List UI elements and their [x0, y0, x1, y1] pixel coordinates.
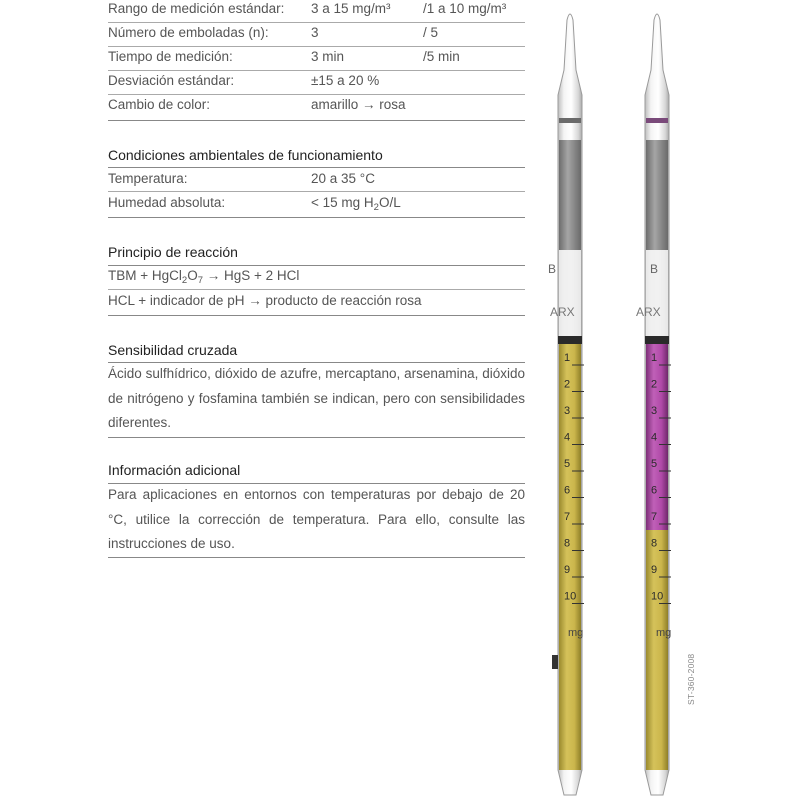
tube-scale-label: 7 [651, 511, 658, 523]
tube-top-letter: B [650, 262, 659, 276]
tube-scale-label: 8 [564, 537, 571, 550]
tube-scale-label: 10 [651, 590, 664, 603]
spec-label: Desviación estándar: [108, 73, 235, 88]
section-divider [108, 437, 525, 438]
spec-value: 3 a 15 mg/m³ [311, 1, 391, 16]
section-divider [108, 315, 525, 316]
tube-scale-label: 2 [651, 378, 658, 391]
divider [108, 265, 525, 266]
tube-unit-right: mg [656, 627, 672, 639]
subscript: 2 [181, 275, 188, 286]
ambient-label: Humedad absoluta: [108, 195, 226, 210]
spec-label: Tiempo de medición: [108, 49, 233, 64]
reaction-text: TBM + HgCl [108, 268, 182, 283]
tube-scale-label: 10 [564, 590, 577, 603]
divider [108, 46, 525, 47]
divider [108, 191, 525, 192]
tube-scale-label: 8 [651, 537, 658, 550]
tube-top-letter: B [548, 262, 557, 276]
divider [108, 94, 525, 95]
humidity-value-pre: < 15 mg H [311, 195, 374, 210]
section-divider [108, 557, 525, 558]
section-heading-ambient: Condiciones ambientales de funcionamiento [108, 147, 383, 163]
detector-tube-right [636, 14, 671, 795]
section-heading-reaction: Principio de reacción [108, 244, 238, 260]
tube-scale-label: 7 [564, 511, 571, 523]
ambient-value [311, 194, 401, 212]
spec-value: 3 min [311, 49, 345, 64]
divider [108, 167, 525, 168]
reaction-text: → HgS + 2 HCl [203, 268, 300, 283]
tube-scale-label: 9 [564, 564, 571, 576]
tube-scale-label: 3 [564, 405, 571, 417]
section-heading-cross: Sensibilidad cruzada [108, 342, 238, 358]
tube-label: ARX [636, 305, 661, 319]
image-code: ST-360-2008 [686, 653, 696, 705]
spec-value: 3 [311, 25, 319, 40]
tube-scale-label: 5 [564, 458, 571, 470]
section-divider [108, 120, 525, 121]
reaction-text: HCL + indicador de pH → producto de reacción rosa [108, 293, 422, 308]
tube-scale-label: 5 [651, 458, 658, 470]
tube-scale-label: 4 [564, 431, 571, 444]
detector-tube-left [548, 14, 584, 795]
divider [108, 289, 525, 290]
detector-tubes-illustration [530, 0, 730, 800]
tube-scale-label: 6 [651, 484, 658, 497]
spec-label: Cambio de color: [108, 97, 211, 112]
section-heading-info: Información adicional [108, 462, 241, 478]
tube-scale-label: 4 [651, 431, 658, 444]
tube-scale-label: 1 [564, 352, 571, 364]
additional-info-text: Para aplicaciones en entornos con temperaturas por debajo de 20 °C, utilice la corrección de temperatura. Para ello, consulte las instrucciones de uso. [108, 487, 525, 551]
section-divider [108, 217, 525, 218]
reaction-text: O [187, 268, 198, 283]
tube-scale-label: 9 [651, 564, 658, 576]
tube-label: ARX [550, 305, 575, 319]
ambient-value: 20 a 35 °C [311, 171, 375, 186]
ambient-label: Temperatura: [108, 171, 188, 186]
spec-value-alt: /1 a 10 mg/m³ [423, 1, 507, 16]
subscript: 7 [197, 275, 203, 286]
tube-scale-label: 6 [564, 484, 571, 497]
spec-value-alt: /5 min [423, 49, 460, 64]
humidity-subscript: 2 [373, 202, 379, 213]
humidity-value-post: O/L [378, 195, 401, 210]
tube-scale-label: 2 [564, 378, 571, 391]
tube-scale-label: 3 [651, 405, 658, 417]
spec-label: Número de emboladas (n): [108, 25, 269, 40]
divider [108, 22, 525, 23]
cross-sensitivity-text: Ácido sulfhídrico, dióxido de azufre, mercaptano, arsenamina, dióxido de nitrógeno y fosfamina también se indican, pero con sensibilidades diferentes. [108, 366, 525, 430]
spec-label: Rango de medición estándar: [108, 1, 285, 16]
spec-value: amarillo → rosa [311, 97, 406, 112]
divider [108, 70, 525, 71]
spec-value: ±15 a 20 % [311, 73, 380, 88]
tube-scale-label: 1 [651, 352, 658, 364]
spec-value-alt: / 5 [423, 25, 439, 40]
tube-unit-left: mg [568, 627, 584, 639]
